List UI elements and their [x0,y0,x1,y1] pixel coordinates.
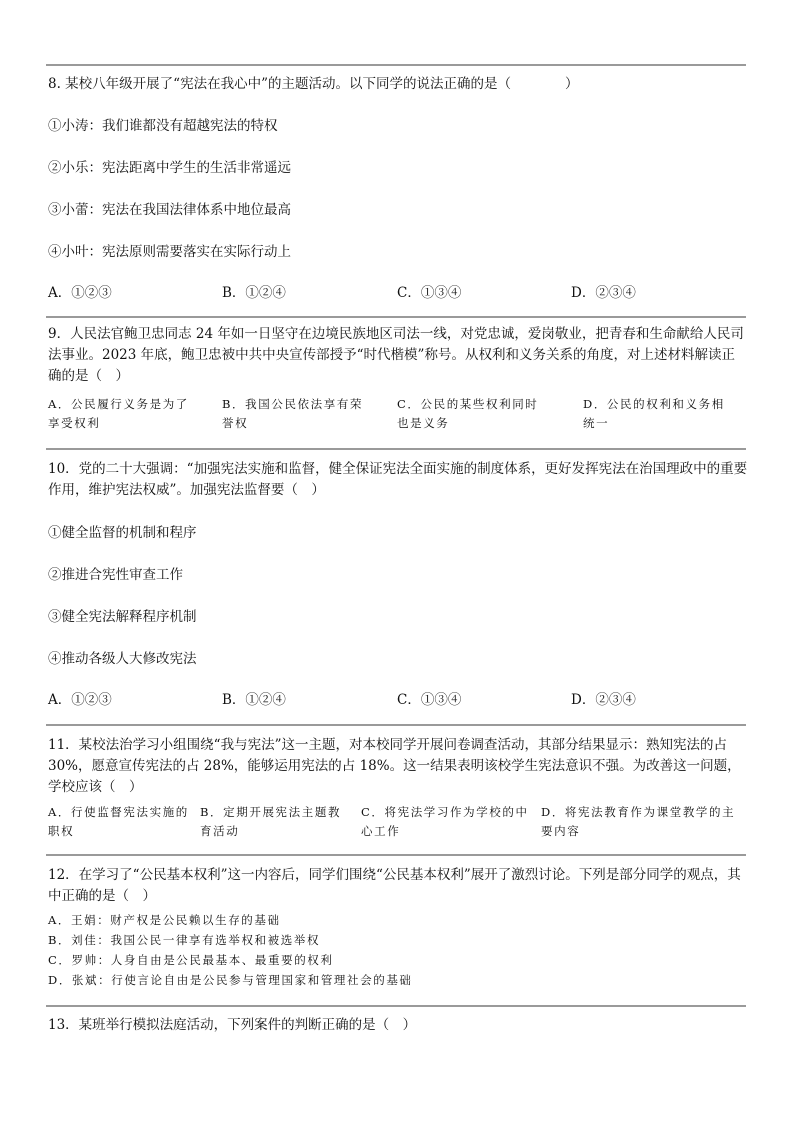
divider-rule [46,316,746,318]
q11-option-b: B．定期开展宪法主题教育活动 [200,805,342,838]
q12-stem: 12．在学习了“公民基本权利”这一内容后，同学们围绕“公民基本权利”展开了激烈讨论。下列是部分同学的观点，其中正确的是（ ） [48,867,741,904]
divider-rule [46,724,746,726]
q8-option-a: A．①②③ [48,285,112,301]
q8-option-b: B．①②④ [222,285,286,301]
q8-statement-1: ①小涛：我们谁都没有超越宪法的特权 [48,118,278,134]
q8-statement-3: ③小蕾：宪法在我国法律体系中地位最高 [48,202,291,218]
q9-option-d: D．公民的权利和义务相统一 [583,397,725,430]
divider-rule [46,854,746,856]
q9-stem: 9．人民法官鲍卫忠同志 24 年如一日坚守在边境民族地区司法一线，对党忠诚，爱岗敬业，把青春和生命献给人民司法事业。2023 年底，鲍卫忠被中共中央宣传部授予“时代楷模”称号。从权利和义务关系的角度，对上述材料解读正确的是（ ） [48,326,744,384]
divider-rule [46,64,746,66]
q8-option-c: C．①③④ [397,285,462,301]
q10-option-a: A．①②③ [48,692,112,708]
q8-stem: 8. 某校八年级开展了“宪法在我心中”的主题活动。以下同学的说法正确的是（ ） [48,76,579,92]
q8-statement-2: ②小乐：宪法距离中学生的生活非常遥远 [48,160,291,176]
q13-stem: 13．某班举行模拟法庭活动，下列案件的判断正确的是（ ） [48,1017,417,1033]
divider-rule [46,1005,746,1007]
q10-option-c: C．①③④ [397,692,462,708]
q8-statement-4: ④小叶：宪法原则需要落实在实际行动上 [48,244,291,260]
q10-statement-4: ④推动各级人大修改宪法 [48,651,197,667]
q10-stem: 10．党的二十大强调：“加强宪法实施和监督，健全保证宪法全面实施的制度体系，更好发挥宪法在治国理政中的重要作用，维护宪法权威”。加强宪法监督要（ ） [48,461,748,498]
q10-option-b: B．①②④ [222,692,286,708]
q11-option-a: A．行使监督宪法实施的职权 [48,805,189,838]
q9-option-b: B．我国公民依法享有荣誉权 [222,397,364,430]
q12-option-c: C．罗帅：人身自由是公民最基本、最重要的权利 [48,953,334,967]
q9-option-a: A．公民履行义务是为了享受权利 [48,397,189,430]
q11-option-c: C．将宪法学习作为学校的中心工作 [361,805,529,838]
q9-option-c: C．公民的某些权利同时也是义务 [397,397,539,430]
q12-option-d: D．张斌：行使言论自由是公民参与管理国家和管理社会的基础 [48,973,413,987]
q11-option-d: D．将宪法教育作为课堂教学的主要内容 [541,805,736,838]
q10-statement-3: ③健全宪法解释程序机制 [48,609,197,625]
q10-option-d: D．②③④ [571,692,636,708]
q10-statement-2: ②推进合宪性审查工作 [48,567,183,583]
q8-option-d: D．②③④ [571,285,636,301]
q11-stem: 11．某校法治学习小组围绕“我与宪法”这一主题，对本校同学开展问卷调查活动，其部分结果显示：熟知宪法的占 30%，愿意宣传宪法的占 28%，能够运用宪法的占 18%。这一结果表明该校学生宪法意识不强。为改善这一问题，学校应该（ ） [48,737,741,795]
q12-option-a: A．王娟：财产权是公民赖以生存的基础 [48,913,281,927]
divider-rule [46,448,746,450]
q10-statement-1: ①健全监督的机制和程序 [48,525,197,541]
q12-option-b: B．刘佳：我国公民一律享有选举权和被选举权 [48,933,321,947]
